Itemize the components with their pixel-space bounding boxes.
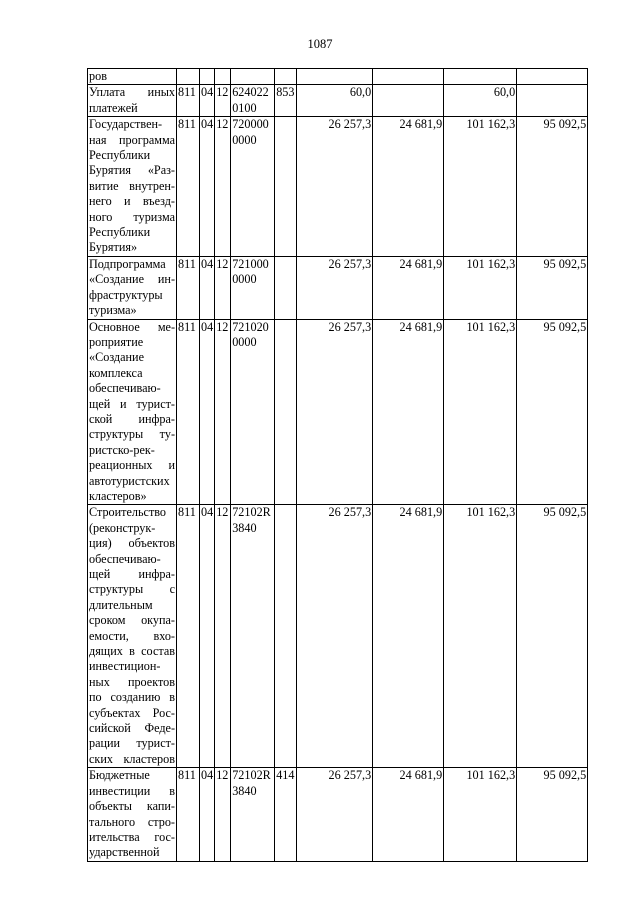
cell-name-line: Бурятия «Раз-	[89, 163, 175, 178]
cell-name-line: ных проектов	[89, 674, 175, 689]
cell-name-line: щей и турист-	[89, 396, 175, 411]
cell-section: 04	[200, 319, 215, 505]
cell-name-line: ской инфра-	[89, 411, 175, 426]
cell-amount-4: 95 092,5	[517, 319, 588, 505]
cell-name	[88, 117, 177, 257]
cell-subsection: 12	[215, 85, 231, 117]
page-number: 1087	[307, 37, 333, 51]
cell-subsection: 12	[215, 319, 231, 505]
cell-amount-1: 26 257,3	[297, 117, 373, 257]
cell-name-line: Республики	[89, 225, 151, 240]
cell-section: 04	[200, 768, 215, 861]
table-row	[88, 85, 588, 117]
cell-name-line: длительным	[89, 597, 153, 612]
cell-ministry: 811	[177, 256, 200, 319]
cell-name-line: емости, вхо-	[89, 628, 175, 643]
cell-name-line: ительства гос-	[89, 829, 175, 844]
cell-amount-2	[373, 69, 444, 85]
cell-name-line: «Создание	[89, 350, 144, 365]
cell-name-line: сроком окупа-	[89, 613, 175, 628]
cell-name	[88, 256, 177, 319]
cell-subsection	[215, 69, 231, 85]
cell-name-line: «Создание ин-	[89, 272, 175, 287]
cell-expense-type	[275, 117, 297, 257]
cell-target-code-line: 3840	[232, 783, 257, 798]
budget-table-body	[88, 69, 588, 862]
cell-amount-3: 60,0	[444, 85, 517, 117]
cell-expense-type	[275, 319, 297, 505]
cell-name-line: кластеров»	[89, 488, 147, 503]
cell-name-line: инвестиции в	[89, 783, 175, 798]
cell-amount-4: 95 092,5	[517, 505, 588, 768]
cell-name-line: Бурятия»	[89, 240, 138, 255]
cell-name-line: тального стро-	[89, 814, 175, 829]
cell-target-code	[231, 319, 275, 505]
cell-name-line: субъектах Рос-	[89, 705, 175, 720]
cell-amount-1: 26 257,3	[297, 505, 373, 768]
cell-target-code-line: 0000	[232, 334, 257, 349]
cell-subsection: 12	[215, 256, 231, 319]
cell-name-line: Республики	[89, 148, 151, 163]
cell-amount-2: 24 681,9	[373, 768, 444, 861]
table-row	[88, 505, 588, 768]
cell-name	[88, 319, 177, 505]
cell-name-line: дящих в состав	[89, 644, 175, 659]
cell-target-code-line: 721020	[232, 319, 269, 334]
cell-target-code-line: 72102R	[232, 768, 271, 783]
cell-amount-4: 95 092,5	[517, 117, 588, 257]
cell-expense-type	[275, 256, 297, 319]
cell-target-code-line: 0000	[232, 272, 257, 287]
cell-name-line: него и въезд-	[89, 194, 175, 209]
cell-ministry: 811	[177, 768, 200, 861]
cell-target-code-line: 3840	[232, 520, 257, 535]
cell-name-line: ских кластеров	[89, 751, 175, 766]
cell-ministry	[177, 69, 200, 85]
cell-amount-3: 101 162,3	[444, 505, 517, 768]
cell-target-code	[231, 69, 275, 85]
cell-target-code	[231, 768, 275, 861]
cell-subsection: 12	[215, 505, 231, 768]
table-row	[88, 69, 588, 85]
cell-expense-type	[275, 505, 297, 768]
cell-name-line: обеспечиваю-	[89, 551, 161, 566]
cell-name-line: автотуристских	[89, 473, 170, 488]
cell-name-line: объекты капи-	[89, 799, 175, 814]
cell-name-line: реационных и	[89, 458, 175, 473]
cell-expense-type: 414	[275, 768, 297, 861]
cell-subsection: 12	[215, 117, 231, 257]
cell-name-line: сийской Феде-	[89, 721, 175, 736]
cell-name-line: (реконструк-	[89, 520, 156, 535]
cell-amount-4: 95 092,5	[517, 256, 588, 319]
cell-amount-3: 101 162,3	[444, 319, 517, 505]
cell-name-line: ция) объектов	[89, 536, 175, 551]
cell-amount-1: 60,0	[297, 85, 373, 117]
cell-name-line: инвестицион-	[89, 659, 161, 674]
cell-amount-4	[517, 69, 588, 85]
cell-section: 04	[200, 505, 215, 768]
cell-name-line: ристско-рек-	[89, 442, 155, 457]
cell-name-line: рации турист-	[89, 736, 175, 751]
cell-name-line: обеспечиваю-	[89, 381, 161, 396]
cell-amount-1: 26 257,3	[297, 768, 373, 861]
cell-name-line: ударственной	[89, 845, 160, 860]
cell-target-code-line: 624022	[232, 85, 269, 100]
cell-target-code	[231, 505, 275, 768]
cell-amount-2: 24 681,9	[373, 117, 444, 257]
cell-target-code	[231, 117, 275, 257]
cell-expense-type	[275, 69, 297, 85]
cell-target-code-line: 72102R	[232, 505, 271, 520]
cell-name	[88, 505, 177, 768]
table-row	[88, 768, 588, 861]
cell-target-code-line: 0100	[232, 100, 257, 115]
table-row	[88, 256, 588, 319]
cell-amount-3: 101 162,3	[444, 117, 517, 257]
cell-name-line: структуры с	[89, 582, 175, 597]
cell-ministry: 811	[177, 319, 200, 505]
cell-name	[88, 69, 177, 85]
cell-name-line: Государствен-	[89, 117, 163, 132]
cell-name-line: витие внутрен-	[89, 178, 175, 193]
cell-amount-3: 101 162,3	[444, 256, 517, 319]
cell-name-line: Уплата иных	[89, 85, 175, 100]
cell-target-code-line: 721000	[232, 256, 269, 271]
cell-amount-2	[373, 85, 444, 117]
cell-ministry: 811	[177, 505, 200, 768]
cell-name-line: платежей	[89, 100, 138, 115]
cell-name-line: Строительство	[89, 505, 167, 520]
cell-name-line: Подпрограмма	[89, 256, 166, 271]
cell-amount-1: 26 257,3	[297, 319, 373, 505]
cell-name-line: ная программа	[89, 132, 175, 147]
cell-name-line: ного туризма	[89, 209, 175, 224]
cell-target-code-line: 720000	[232, 117, 269, 132]
cell-name-line: Основное ме-	[89, 319, 175, 334]
budget-table	[87, 68, 588, 862]
cell-name	[88, 768, 177, 861]
cell-amount-3	[444, 69, 517, 85]
cell-name-line: фраструктуры	[89, 287, 163, 302]
cell-expense-type: 853	[275, 85, 297, 117]
cell-section: 04	[200, 256, 215, 319]
cell-name-line: структуры ту-	[89, 427, 175, 442]
cell-amount-2: 24 681,9	[373, 319, 444, 505]
cell-name-line: роприятие	[89, 334, 144, 349]
cell-name-line: комплекса	[89, 365, 143, 380]
table-row	[88, 319, 588, 505]
cell-name-line: туризма»	[89, 303, 137, 318]
cell-amount-4: 95 092,5	[517, 768, 588, 861]
cell-section: 04	[200, 85, 215, 117]
cell-amount-1	[297, 69, 373, 85]
cell-amount-4	[517, 85, 588, 117]
cell-section: 04	[200, 117, 215, 257]
cell-target-code	[231, 256, 275, 319]
table-row	[88, 117, 588, 257]
cell-amount-3: 101 162,3	[444, 768, 517, 861]
cell-amount-2: 24 681,9	[373, 505, 444, 768]
cell-name	[88, 85, 177, 117]
cell-subsection: 12	[215, 768, 231, 861]
cell-amount-2: 24 681,9	[373, 256, 444, 319]
cell-amount-1: 26 257,3	[297, 256, 373, 319]
cell-ministry: 811	[177, 85, 200, 117]
cell-target-code-line: 0000	[232, 132, 257, 147]
cell-name-line: по созданию в	[89, 690, 175, 705]
cell-name-line: Бюджетные	[89, 768, 150, 783]
cell-name-line: ров	[89, 69, 107, 83]
cell-section	[200, 69, 215, 85]
cell-name-line: щей инфра-	[89, 567, 175, 581]
cell-target-code	[231, 85, 275, 117]
cell-ministry: 811	[177, 117, 200, 257]
